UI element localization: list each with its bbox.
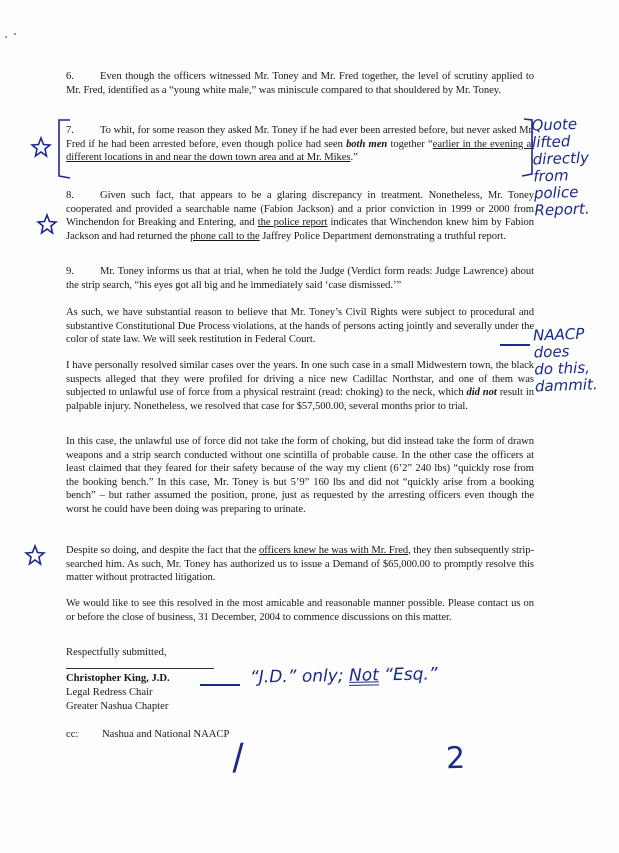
paragraph-text: .” bbox=[350, 152, 358, 164]
paragraph-number: 7. bbox=[66, 125, 74, 136]
handwritten-word: “J.D.” only; bbox=[249, 666, 344, 688]
underlined-quote: earlier in the evening at different locations in and near the down town area and at Mr. Mikes bbox=[66, 138, 534, 164]
handwritten-word: does bbox=[533, 342, 570, 362]
paragraph-closing-request: We would like to see this resolved in the most amicable and reasonable manner possible. Please contact us on or before the close of business, 31 December, 2004 to commence discussions on this matter. bbox=[66, 598, 534, 623]
signer-name: Christopher King, J.D. bbox=[66, 673, 170, 684]
paragraph-text: together “ bbox=[387, 138, 433, 150]
handwritten-jd-note bbox=[250, 666, 438, 686]
handwritten-word: from bbox=[532, 166, 569, 186]
signer-organization: Greater Nashua Chapter bbox=[66, 701, 169, 712]
cc-label: cc: bbox=[66, 729, 79, 740]
handwritten-word: Quote bbox=[531, 114, 578, 135]
arrow-dash-annotation bbox=[500, 344, 530, 346]
handwritten-naacp-note bbox=[533, 325, 619, 396]
cc-line bbox=[66, 728, 229, 742]
paragraph-number: 9. bbox=[66, 266, 74, 277]
handwritten-word: police bbox=[533, 182, 579, 203]
arrow-dash-annotation bbox=[200, 684, 240, 686]
paragraph-demand bbox=[66, 544, 534, 585]
underlined-text: officers knew he was with Mr. Fred bbox=[259, 545, 409, 556]
paragraph-number: 6. bbox=[66, 71, 74, 82]
paragraph-text: indicates that Winchendon knew him by Fabion Jackson and had returned the bbox=[66, 217, 534, 242]
paragraph-text: I have personally resolved similar cases over the years. In one such case in a small Midwestern town, the black suspects alleged that they were profiled for driving a nice new Cadillac Northstar, and one of them was subjected to unlawful use of force from a physical restraint (read: choking) to the neck, which bbox=[66, 360, 534, 399]
handwritten-word: Report. bbox=[534, 199, 590, 220]
paragraph-6 bbox=[66, 70, 534, 97]
paragraph-text: Despite so doing, and despite the fact that the bbox=[66, 545, 260, 556]
paragraph-text: , they then subsequently strip-searched him. As such, Mr. Toney has authorized us to issue a Demand of $65,000.00 to promptly resolve this matter without protracted litigation. bbox=[66, 545, 534, 584]
paragraph-text: Mr. Toney informs us that at trial, when he told the Judge (Verdict form reads: Judge Lawrence) about the strip search, “his eyes got all big and he immediately said ‘case dismissed.’” bbox=[66, 266, 534, 291]
handwritten-word: “Esq.” bbox=[384, 664, 438, 686]
signer-title: Legal Redress Chair bbox=[66, 687, 153, 698]
paragraph-this-case: In this case, the unlawful use of force did not take the form of choking, but did instead take the form of drawn weapons and a strip search conducted without one scintilla of probable cause. In the other case the officers at least claimed that they feared for their safety because of the way my client (6’2” 240 lbs) “quickly rose from the booking bench.” In this case, Mr. Toney is but 5’9” 160 lbs and did not “quickly arise from a booking bench” – but rather assumed the position, prone, just as requested by the arresting officers even though the worst he could have been doing was preparing to urinate. bbox=[66, 436, 534, 515]
handwritten-mark-two: 2 bbox=[445, 740, 466, 777]
handwritten-word: dammit. bbox=[534, 375, 598, 396]
bracket-annotation bbox=[56, 118, 536, 180]
paragraph-number: 8. bbox=[66, 190, 74, 201]
paragraph-text: To whit, for some reason they asked Mr. Toney if he had ever been arrested before, but never asked Mr. Fred if he had been arrested before, even though police had seen bbox=[66, 125, 534, 150]
handwritten-word: NAACP bbox=[532, 324, 585, 345]
underlined-text: the police report bbox=[257, 217, 328, 229]
handwritten-mark-one: / bbox=[231, 736, 245, 779]
handwritten-word: directly bbox=[532, 148, 590, 169]
closing-salutation: Respectfully submitted, bbox=[66, 647, 167, 658]
handwritten-word: Not bbox=[348, 665, 379, 686]
scan-speck bbox=[14, 33, 16, 35]
paragraph-similar-cases bbox=[66, 359, 534, 413]
paragraph-restitution: As such, we have substantial reason to believe that Mr. Toney’s Civil Rights were subject to procedural and substantive Constitutional Due Process violations, at the hands of persons acting jointly and severally under the color of state law. We will seek restitution in Federal Court. bbox=[66, 307, 534, 346]
paragraph-text: result in palpable injury. Nonetheless, we resolved that case for $57,500.00, several months prior to trial. bbox=[66, 387, 534, 412]
cc-recipients: Nashua and National NAACP bbox=[102, 729, 230, 740]
emphasis-text: both men bbox=[346, 138, 388, 150]
paragraph-9 bbox=[66, 265, 534, 292]
underlined-text: phone call to the bbox=[190, 230, 260, 242]
handwritten-word: lifted bbox=[531, 132, 571, 152]
star-annotation-icon bbox=[24, 544, 46, 566]
star-annotation-icon bbox=[36, 213, 58, 235]
paragraph-text: Even though the officers witnessed Mr. Toney and Mr. Fred together, the level of scrutiny applied to Mr. Fred, identified as a “young white male,” was miniscule compared to that shouldered by Mr. Toney. bbox=[66, 71, 534, 96]
handwritten-word: do this, bbox=[533, 358, 591, 379]
paragraph-text: Jaffrey Police Department demonstrating a truthful report. bbox=[259, 230, 506, 242]
emphasis-text: did not bbox=[466, 387, 497, 399]
paragraph-text: Given such fact, that appears to be a glaring discrepancy in treatment. Nonetheless, Mr. Toney cooperated and provided a searchable name (Fabion Jackson) and a prior conviction in 1999 or 2000 from Winchendon for Breaking and Entering, and bbox=[66, 190, 534, 229]
paragraph-8 bbox=[66, 189, 534, 243]
star-annotation-icon bbox=[30, 136, 52, 158]
signature-line bbox=[66, 668, 214, 669]
scan-speck bbox=[5, 36, 7, 38]
handwritten-quote-note bbox=[531, 115, 619, 220]
